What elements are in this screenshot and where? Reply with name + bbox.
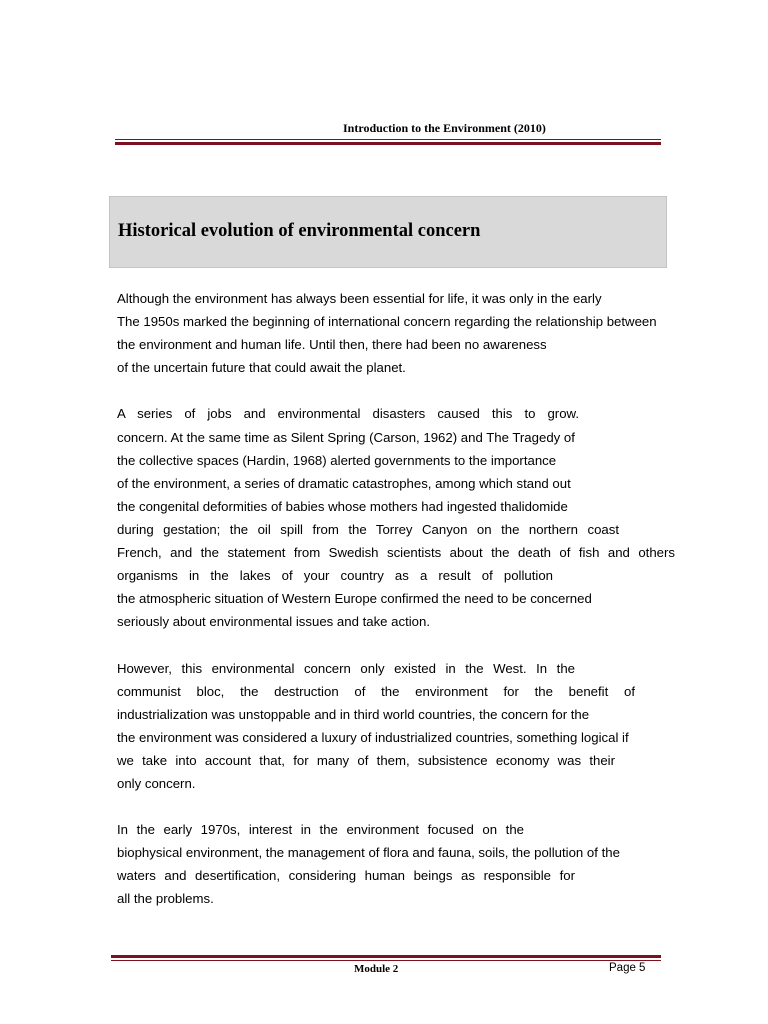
paragraph-4-line-4: all the problems.: [117, 891, 214, 907]
section-heading-box: [109, 196, 667, 268]
paragraph-2-line-9: the atmospheric situation of Western Europe confirmed the need to be concerned: [117, 591, 592, 607]
paragraph-3-line-6: only concern.: [117, 775, 196, 791]
running-header-title: Introduction to the Environment (2010): [343, 121, 546, 135]
paragraph-3-line-5: we take into account that, for many of them, subsistence economy was their: [117, 752, 615, 768]
paragraph-3-line-3: industrialization was unstoppable and in third world countries, the concern for the: [117, 706, 590, 722]
paragraph-2-line-10: seriously about environmental issues and take action.: [117, 614, 431, 630]
body-text: [117, 287, 677, 911]
paragraph-1-line-4: of the uncertain future that could await the planet.: [117, 360, 406, 376]
paragraph-2-line-4: of the environment, a series of dramatic catastrophes, among which stand out: [117, 475, 571, 491]
paragraph-4-line-2: biophysical environment, the management of flora and fauna, soils, the pollution of the: [117, 845, 620, 861]
paragraph-2-line-6: during gestation; the oil spill from the Torrey Canyon on the northern coast: [117, 521, 619, 537]
paragraph-1-line-3: the environment and human life. Until then, there had been no awareness: [117, 337, 547, 353]
paragraph-3-line-1: However, this environmental concern only existed in the West. In the: [117, 660, 575, 676]
paragraph-2-line-3: the collective spaces (Hardin, 1968) alerted governments to the importance: [117, 452, 557, 468]
paragraph-3-line-4: the environment was considered a luxury of industrialized countries, something logical if: [117, 729, 629, 745]
paragraph-1-line-2: The 1950s marked the beginning of international concern regarding the relationship between: [117, 314, 657, 330]
paragraph-2-line-1: A series of jobs and environmental disasters caused this to grow.: [117, 406, 579, 422]
paragraph-2-line-7: French, and the statement from Swedish scientists about the death of fish and others: [117, 545, 675, 561]
paragraph-2-line-5: the congenital deformities of babies whose mothers had ingested thalidomide: [117, 498, 568, 514]
paragraph-4-line-1: In the early 1970s, interest in the environment focused on the: [117, 822, 524, 838]
footer-rule: [111, 955, 661, 961]
footer-page-number: Page 5: [609, 962, 646, 974]
paragraph-3-line-2: communist bloc, the destruction of the environment for the benefit of: [117, 683, 635, 699]
paragraph-4-line-3: waters and desertification, considering human beings as responsible for: [117, 868, 575, 884]
paragraph-1-line-1: Although the environment has always been essential for life, it was only in the early: [117, 291, 602, 306]
section-heading: Historical evolution of environmental concern: [118, 221, 481, 241]
paragraph-2-line-8: organisms in the lakes of your country as a result of pollution: [117, 568, 553, 584]
header-rule: [115, 139, 661, 145]
paragraph-2-line-2: concern. At the same time as Silent Spring (Carson, 1962) and The Tragedy of: [117, 429, 575, 445]
footer-module-label: Module 2: [354, 963, 399, 975]
